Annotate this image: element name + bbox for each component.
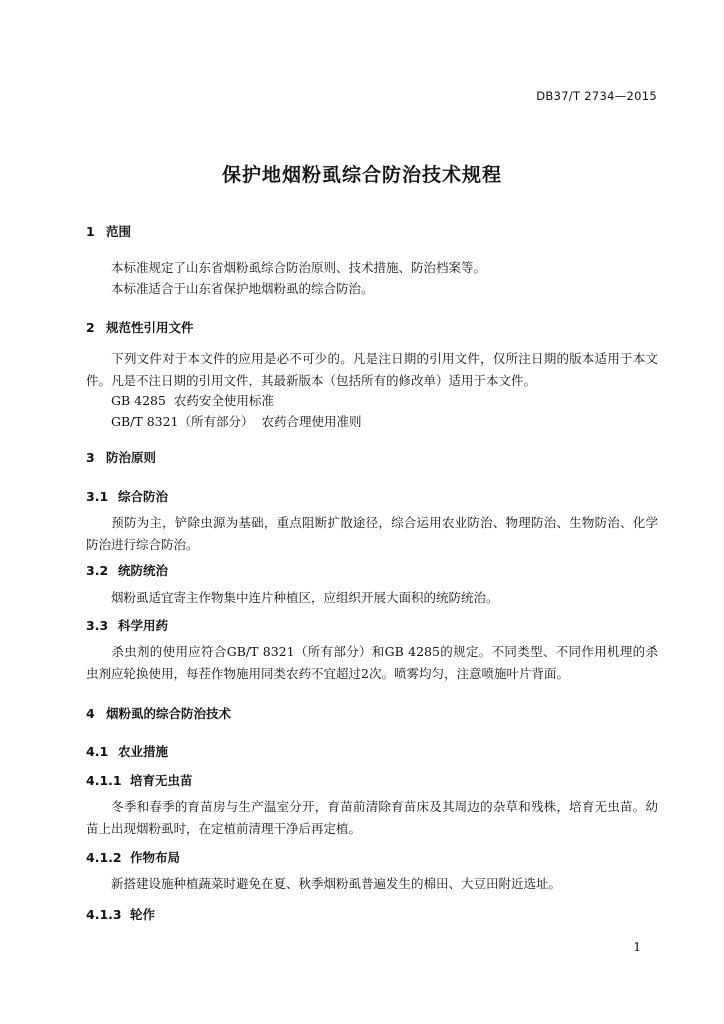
subsection-heading-3-1 <box>86 487 168 505</box>
section-heading-4 <box>86 704 231 722</box>
section-title: 烟粉虱的综合防治技术 <box>106 706 232 721</box>
subsection-title: 培育无虫苗 <box>130 773 193 788</box>
subsection-paragraph: 冬季和春季的育苗房与生产温室分开，育苗前清除育苗床及其周边的杂草和残株，培育无虫苗。幼苗上出现烟粉虱时，在定植前清理干净后再定植。 <box>86 799 658 836</box>
section-title: 规范性引用文件 <box>106 320 194 335</box>
subsection-title: 科学用药 <box>118 618 169 633</box>
section-number: 3 <box>86 450 95 465</box>
document-title: 保护地烟粉虱综合防治技术规程 <box>221 164 502 186</box>
subsection-heading-4-1 <box>86 742 168 760</box>
subsection-paragraph: 新搭建设施种植蔬菜时避免在夏、秋季烟粉虱普遍发生的棉田、大豆田附近选址。 <box>111 876 562 891</box>
section-number: 4 <box>86 706 95 721</box>
subsection-number: 4.1.2 <box>86 850 122 865</box>
subsection-heading-3-2 <box>86 561 168 579</box>
subsection-title: 农业措施 <box>118 744 169 759</box>
section-title: 防治原则 <box>106 450 157 465</box>
subsection-number: 4.1.3 <box>86 907 122 922</box>
subsection-number: 4.1 <box>86 744 109 759</box>
subsection-number: 4.1.1 <box>86 773 122 788</box>
subsection-title: 综合防治 <box>118 489 169 504</box>
document-number: DB37/T 2734—2015 <box>536 89 657 103</box>
subsection-heading-3-3 <box>86 616 168 634</box>
subsection-number: 3.1 <box>86 489 109 504</box>
section-heading-3 <box>86 448 156 466</box>
scope-line-2: 本标准适合于山东省保护地烟粉虱的综合防治。 <box>111 281 374 296</box>
section-heading-2 <box>86 318 194 336</box>
subsection-paragraph: 杀虫剂的使用应符合GB/T 8321（所有部分）和GB 4285的规定。不同类型、不同作用机理的杀虫剂应轮换使用，每茬作物施用同类农药不宜超过2次。喷雾均匀，注意喷施叶片背面。 <box>86 644 658 681</box>
section-title: 范围 <box>106 224 132 239</box>
subsection-title: 作物布局 <box>130 850 181 865</box>
subsection-heading-4-1-3 <box>86 905 155 923</box>
normative-references-paragraph: 下列文件对于本文件的应用是必不可少的。凡是注日期的引用文件，仅所注日期的版本适用于本文件。凡是不注日期的引用文件，其最新版本（包括所有的修改单）适用于本文件。 <box>86 351 658 388</box>
page-number: 1 <box>633 940 641 954</box>
section-number: 2 <box>86 320 95 335</box>
subsection-title: 统防统治 <box>118 563 169 578</box>
reference-item: GB 4285 农药安全使用标准 <box>111 393 274 408</box>
subsection-number: 3.2 <box>86 563 109 578</box>
section-number: 1 <box>86 224 95 239</box>
subsection-heading-4-1-2 <box>86 848 180 866</box>
subsection-paragraph: 预防为主，铲除虫源为基础，重点阻断扩散途径，综合运用农业防治、物理防治、生物防治、化学防治进行综合防治。 <box>86 515 658 552</box>
subsection-paragraph: 烟粉虱适宜寄主作物集中连片种植区，应组织开展大面积的统防统治。 <box>111 590 499 605</box>
subsection-title: 轮作 <box>130 907 156 922</box>
subsection-number: 3.3 <box>86 618 109 633</box>
section-heading-1 <box>86 222 131 240</box>
subsection-heading-4-1-1 <box>86 771 193 789</box>
reference-item: GB/T 8321（所有部分） 农药合理使用准则 <box>111 414 362 429</box>
scope-line-1: 本标准规定了山东省烟粉虱综合防治原则、技术措施、防治档案等。 <box>111 260 487 275</box>
